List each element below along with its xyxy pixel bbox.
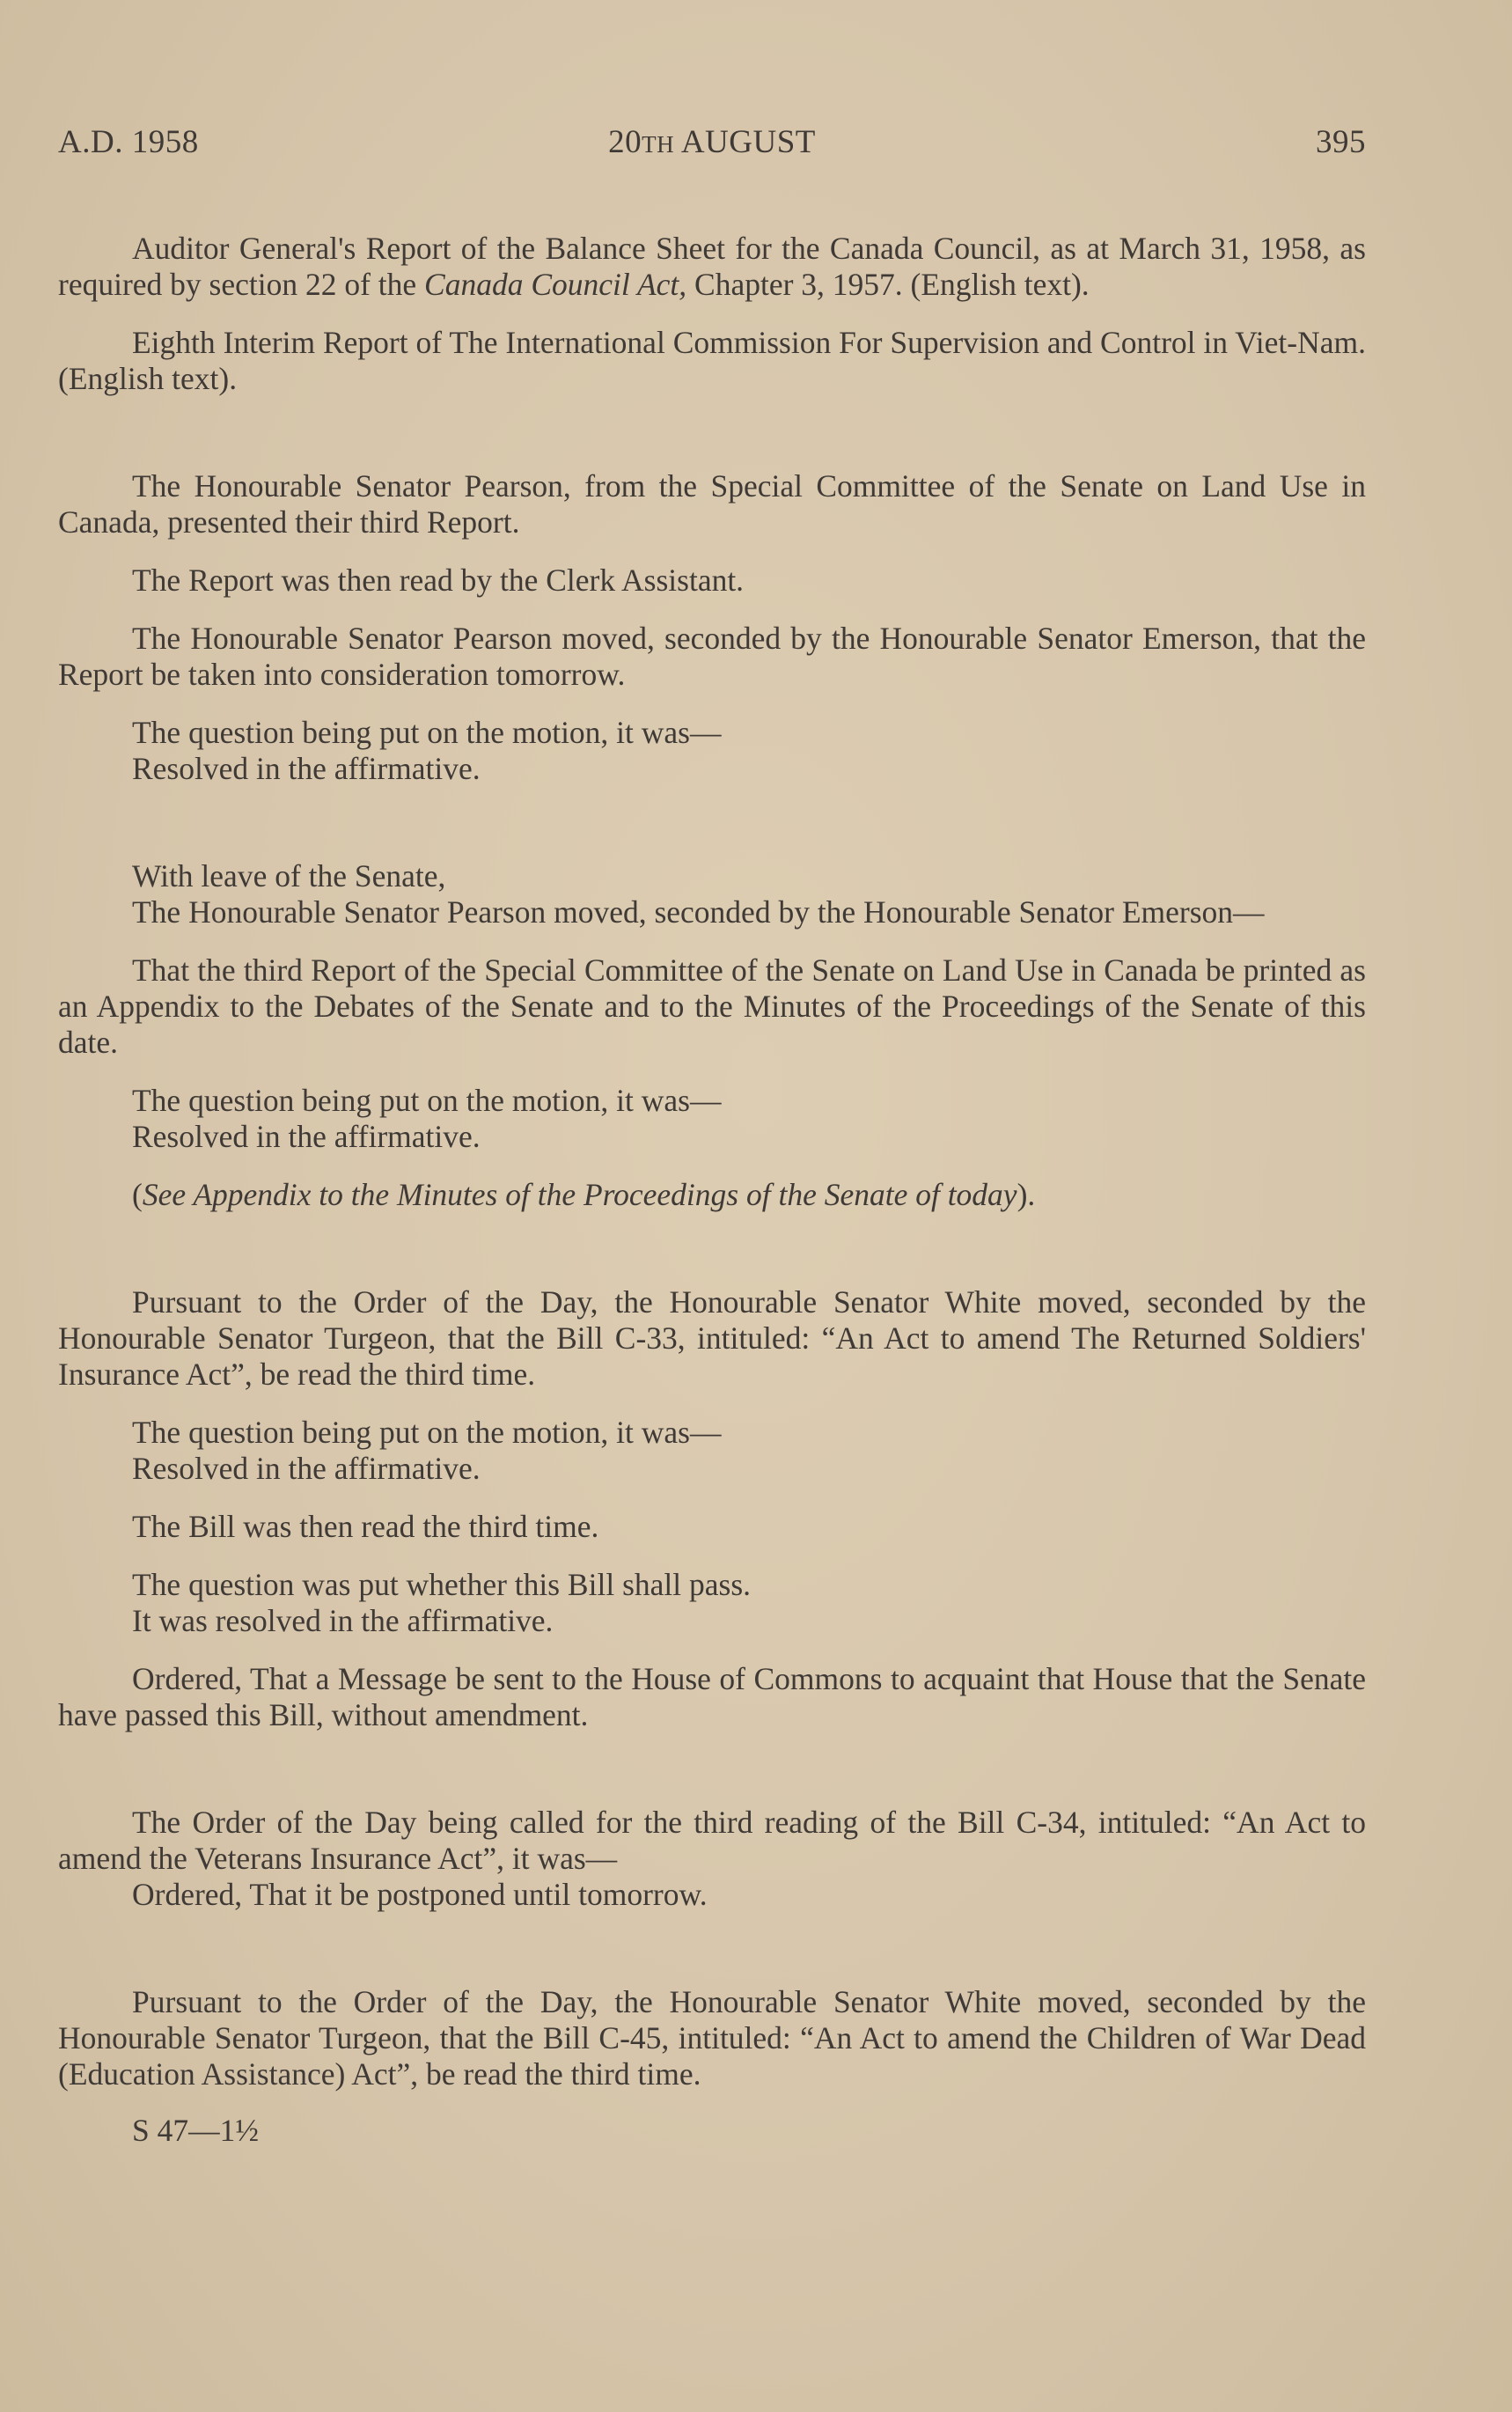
- paragraph-italic-text: Canada Council Act,: [424, 267, 687, 302]
- paragraph-question-3: The question being put on the motion, it was—: [132, 1415, 722, 1450]
- header-page-number: 395: [1316, 124, 1366, 160]
- header-day-suffix: TH: [642, 131, 675, 158]
- see-appendix-italic: See Appendix to the Minutes of the Proceedings of the Senate of today: [142, 1177, 1017, 1212]
- footer-signature: S 47—1½: [132, 2113, 259, 2148]
- paragraph-question-2: The question being put on the motion, it was—: [132, 1083, 722, 1118]
- paragraph-resolved-2: Resolved in the affirmative.: [132, 1119, 481, 1154]
- paragraph-text-end: Chapter 3, 1957. (English text).: [686, 267, 1090, 302]
- paragraph-leave: With leave of the Senate,: [132, 858, 446, 893]
- paragraph-text: Auditor General's Report of the Balance Sheet for the Canada Council, as at March 31, 1958, as required by section 22 of the: [58, 231, 1366, 302]
- paragraph-resolved-3: Resolved in the affirmative.: [132, 1451, 481, 1486]
- paragraph-see-appendix: [58, 1177, 1366, 1213]
- page-header: [58, 123, 1366, 167]
- paragraph-third-reading: The Bill was then read the third time.: [132, 1509, 599, 1544]
- paragraph-motion: The Honourable Senator Pearson moved, seconded by the Honourable Senator Emerson, that the Report be taken into consideration tomorrow.: [58, 621, 1366, 692]
- paragraph-printed-appendix: That the third Report of the Special Committee of the Senate on Land Use in Canada be printed as an Appendix to the Debates of the Senate and to the Minutes of the Proceedings of the Senate of this date.: [58, 952, 1366, 1060]
- paragraph-interim-report: Eighth Interim Report of The International Commission For Supervision and Control in Viet-Nam. (English text).: [58, 325, 1366, 396]
- header-day-number: 20: [608, 124, 642, 160]
- paragraph-bill-c45: Pursuant to the Order of the Day, the Honourable Senator White moved, seconded by the Honourable Senator Turgeon, that the Bill C-45, intituled: “An Act to amend the Children of War Dead (Education Assistance) Act”, be read the third time.: [58, 1984, 1366, 2092]
- paragraph-committee-report: The Honourable Senator Pearson, from the Special Committee of the Senate on Land Use in Canada, presented their third Report.: [58, 468, 1366, 540]
- paragraph-motion-emerson: The Honourable Senator Pearson moved, seconded by the Honourable Senator Emerson—: [132, 894, 1265, 930]
- paragraph-bill-c34: The Order of the Day being called for the third reading of the Bill C-34, intituled: “An Act to amend the Veterans Insurance Act”, it was—: [58, 1805, 1366, 1876]
- header-month: AUGUST: [680, 124, 816, 160]
- paragraph-report-read: The Report was then read by the Clerk Assistant.: [132, 563, 745, 598]
- paren-close: ).: [1017, 1177, 1036, 1212]
- paragraph-resolved: Resolved in the affirmative.: [132, 751, 481, 786]
- paragraph-auditor-report: [58, 231, 1366, 303]
- paragraph-bill-c33: Pursuant to the Order of the Day, the Honourable Senator White moved, seconded by the Honourable Senator Turgeon, that the Bill C-33, intituled: “An Act to amend The Returned Soldiers' Insurance Act”, be read the third time.: [58, 1284, 1366, 1392]
- paragraph-postponed: Ordered, That it be postponed until tomorrow.: [132, 1877, 708, 1912]
- paragraph-question: The question being put on the motion, it was—: [132, 715, 722, 750]
- header-date: [58, 123, 1366, 161]
- paren-open: (: [132, 1177, 143, 1212]
- paragraph-question-pass: The question was put whether this Bill shall pass.: [132, 1567, 752, 1602]
- page-body: [58, 231, 1366, 2149]
- paragraph-message-commons: Ordered, That a Message be sent to the House of Commons to acquaint that House that the Senate have passed this Bill, without amendment.: [58, 1661, 1366, 1732]
- paragraph-resolved-pass: It was resolved in the affirmative.: [132, 1603, 554, 1638]
- header-year: A.D. 1958: [58, 124, 199, 160]
